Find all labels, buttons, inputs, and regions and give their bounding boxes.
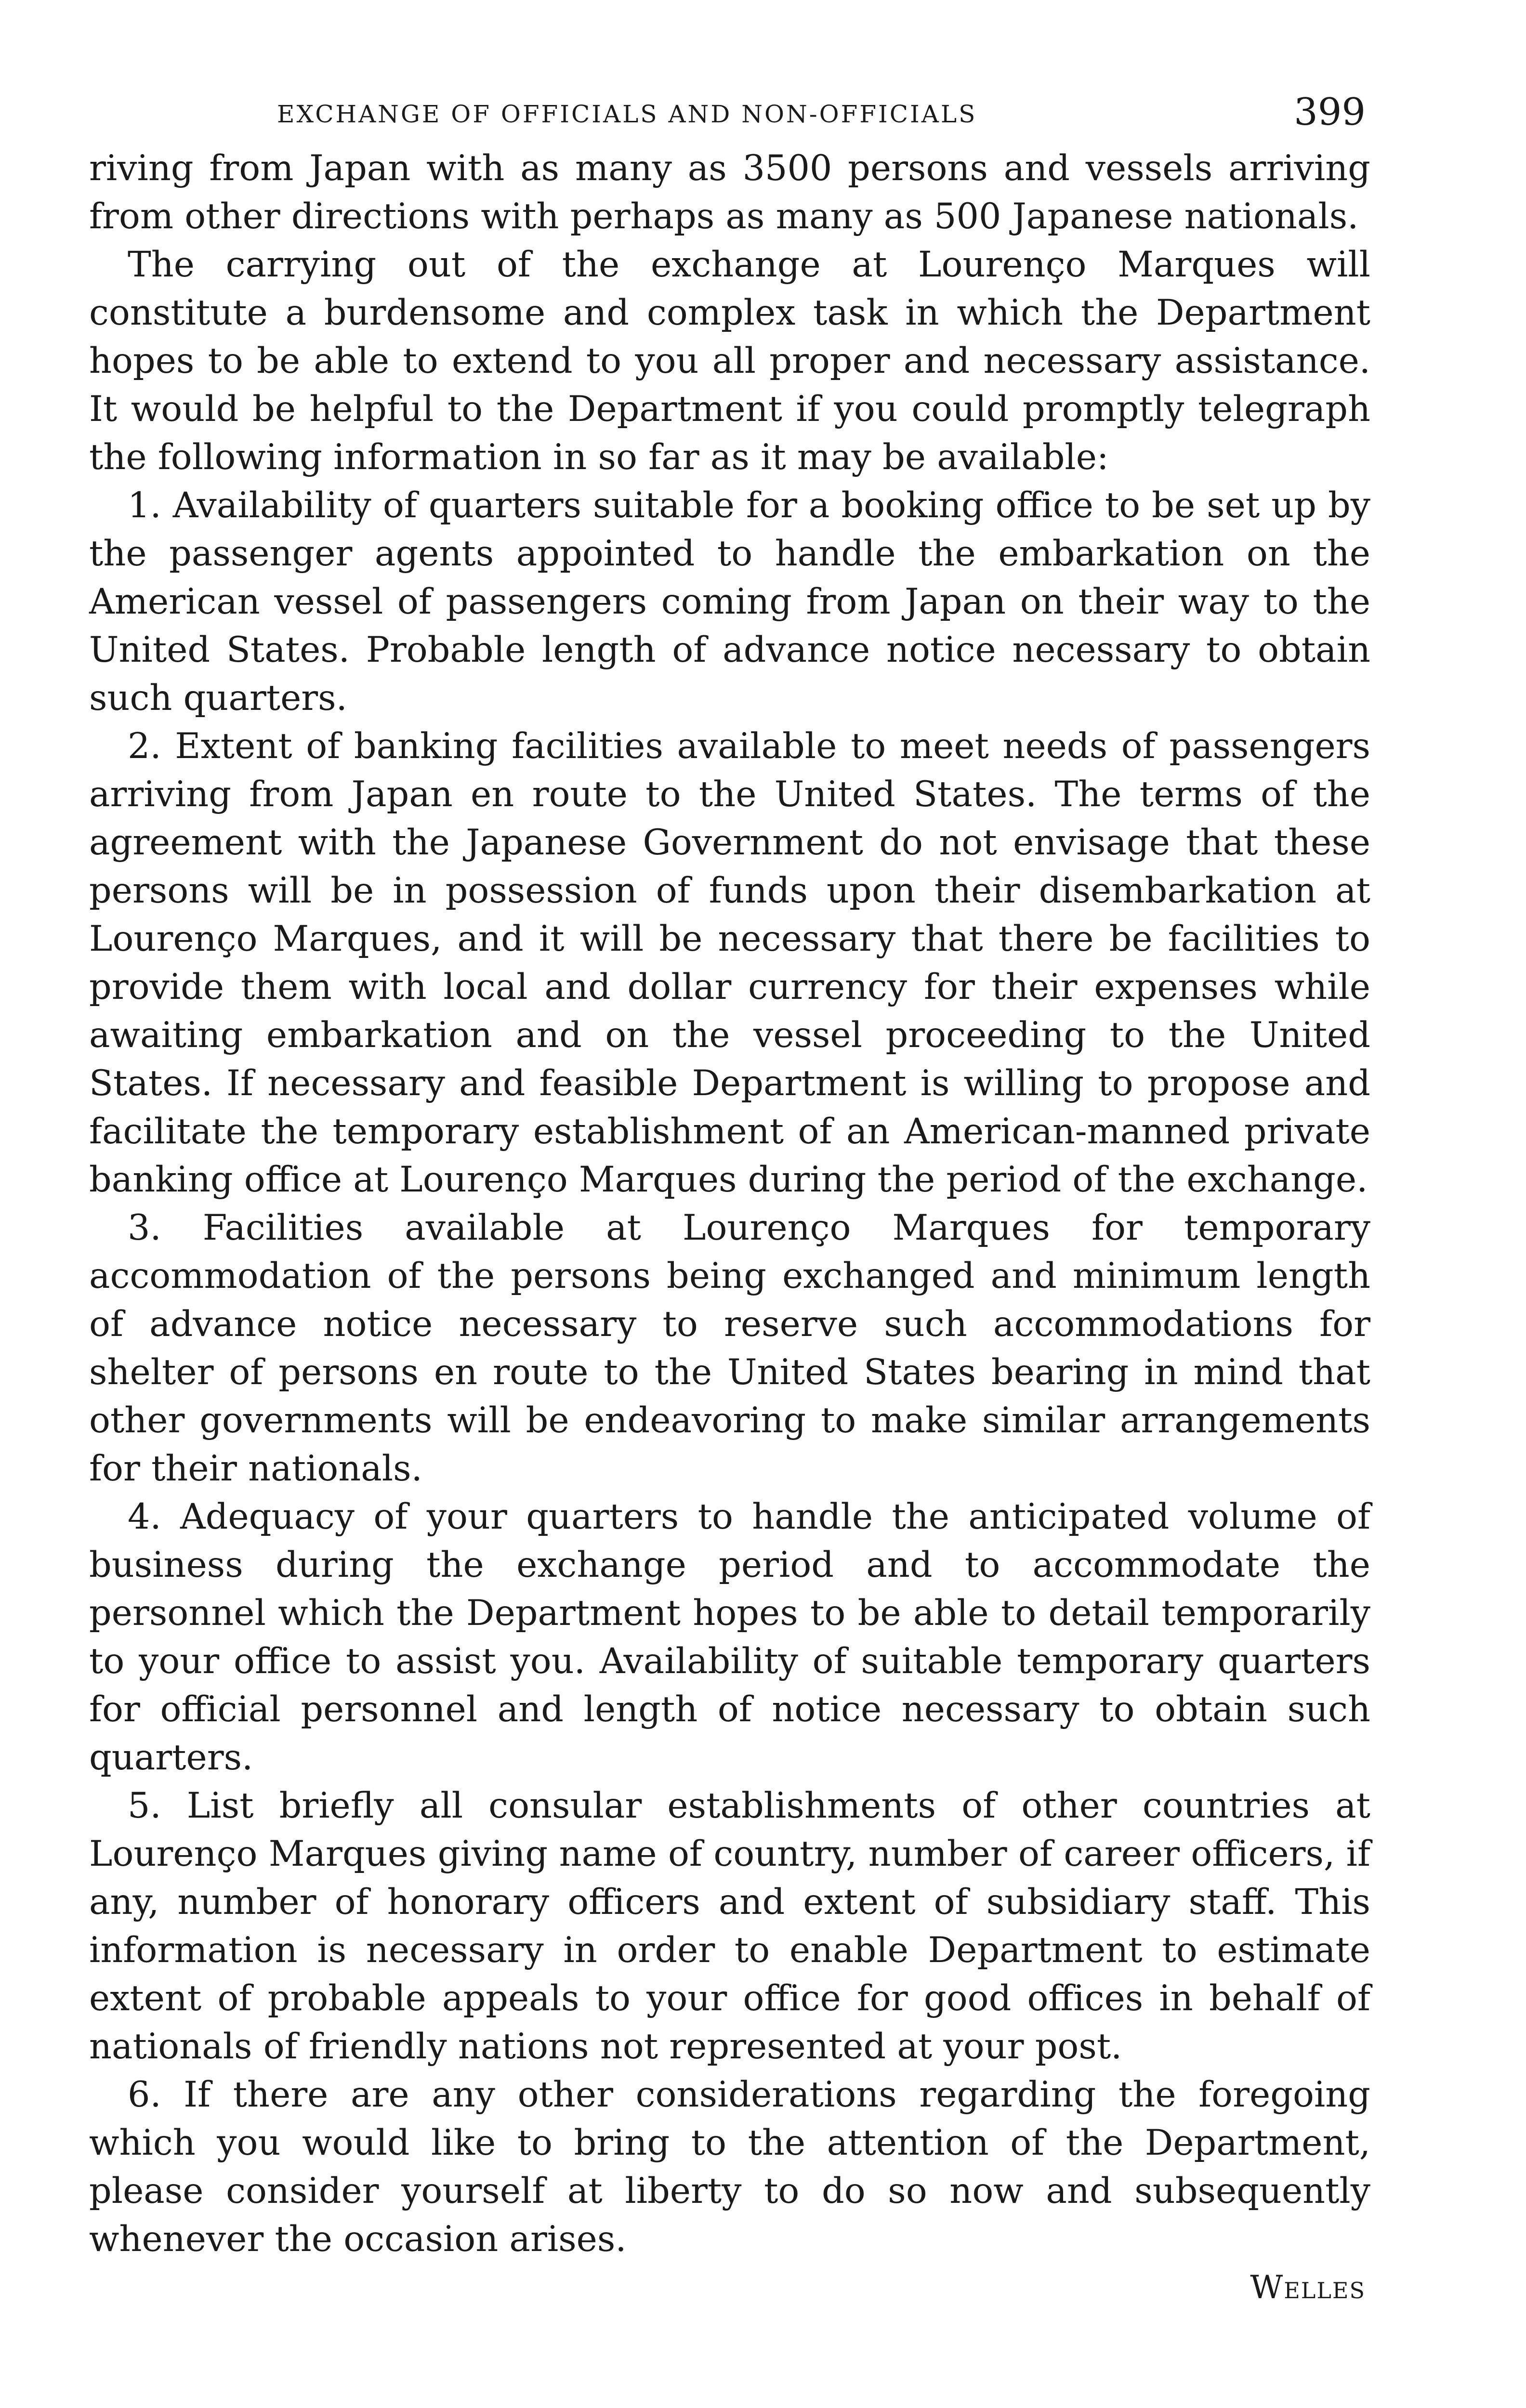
paragraph-intro: The carrying out of the exchange at Lourenço Marques will constitute a burdensome and complex task in which the Department hopes to be able to extend to you all proper and necessary assistance. It would be helpful to the Department if you could promptly telegraph the following information in so far as it may be available: [89, 244, 1370, 478]
paragraph-item-5: 5. List briefly all consular establishments of other countries at Lourenço Marques giving name of country, number of career officers, if any, number of honorary officers and extent of subsidiary staff. This information is necessary in order to enable Department to estimate extent of probable appeals to your office for good offices in behalf of nationals of friendly nations not represented at your post. [89, 1785, 1370, 2067]
paragraph-item-4: 4. Adequacy of your quarters to handle the anticipated volume of business during the exchange period and to accommodate the personnel which the Department hopes to be able to detail temporarily to your office to assist you. Availability of suitable temporary quarters for official personnel and length of notice necessary to obtain such quarters. [89, 1496, 1370, 1778]
paragraph-item-3: 3. Facilities available at Lourenço Marques for temporary accommodation of the persons being exchanged and minimum length of advance notice necessary to reserve such accommodations for shelter of persons en route to the United States bearing in mind that other governments will be endeavoring to make similar arrangements for their nationals. [89, 1207, 1370, 1489]
paragraph-item-2: 2. Extent of banking facilities available to meet needs of passengers arriving from Japan en route to the United States. The terms of the agreement with the Japanese Government do not envisage that these persons will be in possession of funds upon their disembarkation at Lourenço Marques, and it will be necessary that there be facilities to provide them with local and dollar currency for their expenses while awaiting embarkation and on the vessel proceeding to the United States. If necessary and feasible Department is willing to propose and facilitate the temporary establishment of an American-manned private banking office at Lourenço Marques during the period of the exchange. [89, 726, 1370, 1200]
paragraph-item-1: 1. Availability of quarters suitable for a booking office to be set up by the passenger agents appointed to handle the embarkation on the American vessel of passengers coming from Japan on their way to the United States. Probable length of advance notice necessary to obtain such quarters. [89, 485, 1370, 719]
document-page [89, 82, 1370, 2312]
paragraph-item-6: 6. If there are any other considerations regarding the foregoing which you would like to bring to the attention of the Department, please consider yourself at liberty to do so now and subsequently whenever the occasion arises. [89, 2074, 1370, 2260]
closing-line [89, 2264, 1370, 2312]
page-header [89, 82, 1370, 144]
running-head: EXCHANGE OF OFFICIALS AND NON-OFFICIALS [277, 100, 977, 128]
signature: Welles [1250, 2269, 1366, 2306]
paragraph-continuation: riving from Japan with as many as 3500 persons and vessels arriving from other directions with perhaps as many as 500 Japanese nationals. [89, 148, 1370, 237]
page-number: 399 [1294, 91, 1366, 134]
body-text [89, 144, 1370, 2312]
